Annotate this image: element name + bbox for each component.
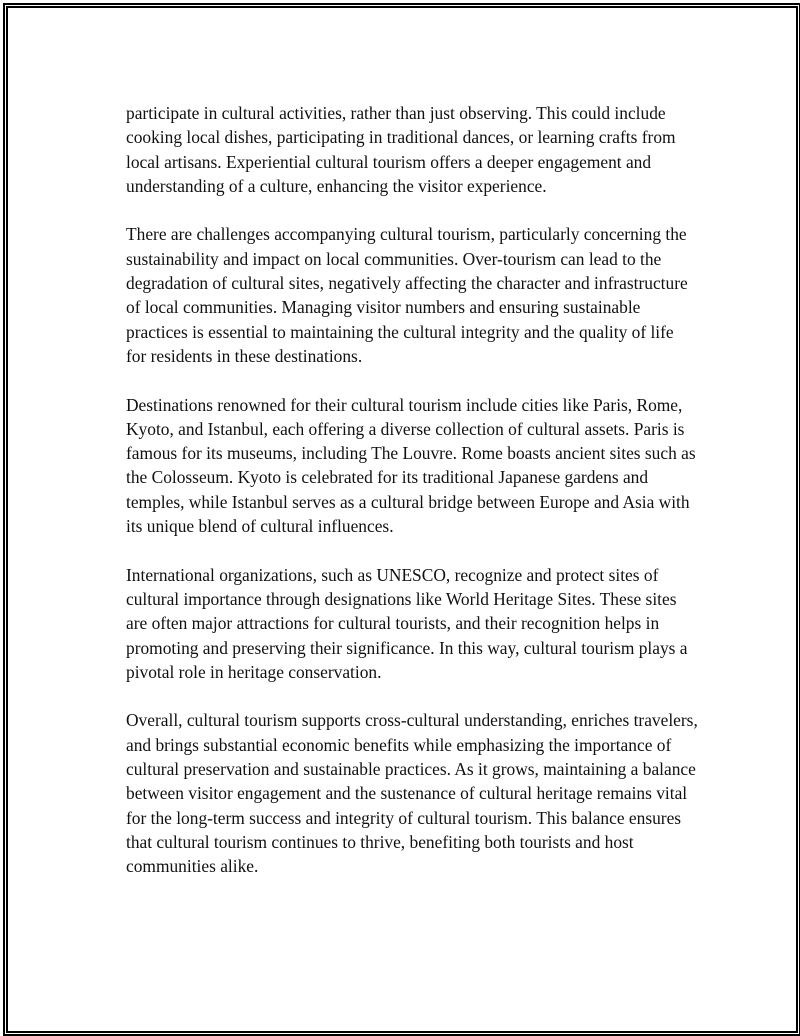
document-body — [126, 101, 698, 903]
paragraph-2: There are challenges accompanying cultural tourism, particularly concerning the sustainability and impact on local communities. Over-tourism can lead to the degradation of cultural sites, negatively affecting the character and infrastructure of local communities. Managing visitor numbers and ensuring sustainable practices is essential to maintaining the cultural integrity and the quality of life for residents in these destinations. — [126, 224, 688, 366]
paragraph-5: Overall, cultural tourism supports cross-cultural understanding, enriches travelers, and brings substantial economic benefits while emphasizing the importance of cultural preservation and sustainable practices. As it grows, maintaining a balance between visitor engagement and the sustenance of cultural heritage remains vital for the long-term success and integrity of cultural tourism. This balance ensures that cultural tourism continues to thrive, benefiting both tourists and host communities alike. — [126, 710, 698, 877]
paragraph-4: International organizations, such as UNESCO, recognize and protect sites of cultural importance through designations like World Heritage Sites. These sites are often major attractions for cultural tourists, and their recognition helps in promoting and preserving their significance. In this way, cultural tourism plays a pivotal role in heritage conservation. — [126, 564, 688, 682]
page-border — [3, 3, 800, 1036]
paragraph-3: Destinations renowned for their cultural tourism include cities like Paris, Rome, Kyoto, and Istanbul, each offering a diverse collection of cultural assets. Paris is famous for its museums, including The Louvre. Rome boasts ancient sites such as the Colosseum. Kyoto is celebrated for its traditional Japanese gardens and temples, while Istanbul serves as a cultural bridge between Europe and Asia with its unique blend of cultural influences. — [126, 394, 696, 537]
page — [8, 8, 796, 1031]
paragraph-1: participate in cultural activities, rather than just observing. This could include cooking local dishes, participating in traditional dances, or learning crafts from local artisans. Experiential cultural tourism offers a deeper engagement and understanding of a culture, enhancing the visitor experience. — [126, 103, 676, 196]
